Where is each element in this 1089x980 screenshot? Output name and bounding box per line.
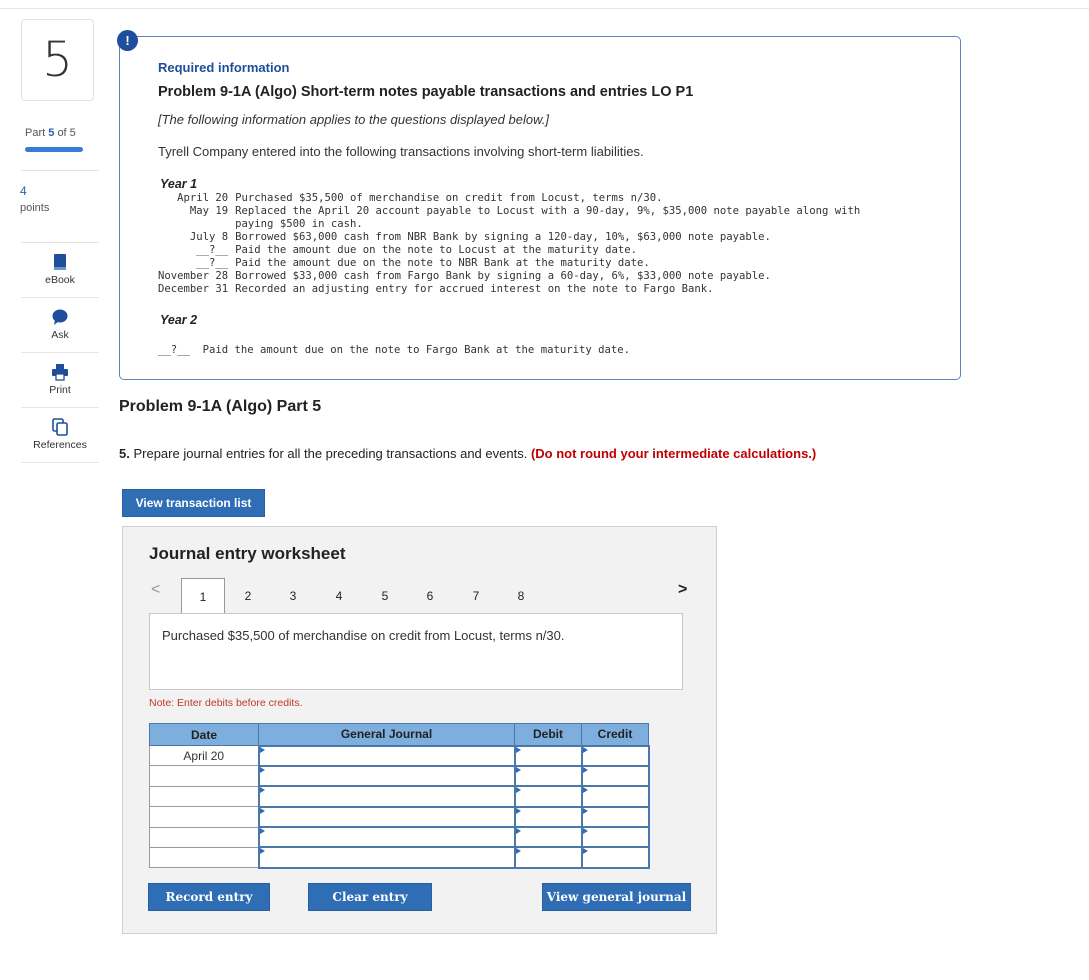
debit-input[interactable]	[515, 786, 582, 806]
ask-label: Ask	[51, 329, 69, 341]
account-input[interactable]	[259, 827, 515, 847]
page-tab-6[interactable]: 6	[426, 588, 434, 603]
points-value: 4	[20, 184, 27, 198]
instruction-number: 5.	[119, 446, 130, 461]
year2-transaction	[158, 344, 630, 356]
applies-note: [The following information applies to the questions displayed below.]	[158, 112, 549, 127]
page-tab-8[interactable]: 8	[517, 588, 525, 603]
transaction-date: December 31	[158, 283, 229, 295]
date-cell	[150, 807, 259, 827]
ebook-button[interactable]	[21, 243, 99, 298]
year1-label: Year 1	[160, 177, 198, 191]
table-row	[150, 847, 649, 867]
ebook-label: eBook	[45, 274, 75, 286]
transaction-row	[158, 257, 895, 270]
page-tab-5[interactable]: 5	[381, 588, 389, 603]
date-cell: April 20	[150, 746, 259, 766]
transaction-desc: Paid the amount due on the note to NBR Bank at the maturity date.	[235, 257, 650, 269]
transaction-row	[158, 283, 895, 296]
table-row	[150, 807, 649, 827]
instruction-note: (Do not round your intermediate calculations.)	[530, 446, 817, 461]
points-label: points	[20, 202, 50, 214]
copy-icon	[52, 418, 68, 436]
part-current: 5	[48, 127, 55, 139]
rail-divider	[21, 170, 99, 171]
view-general-journal-button[interactable]: View general journal	[542, 883, 691, 911]
year2-label: Year 2	[160, 313, 198, 327]
transaction-desc: Replaced the April 20 account payable to Locust with a 90-day, 9%, $35,000 note payable along with paying $500 in cash.	[235, 205, 867, 230]
transaction-desc: Purchased $35,500 of merchandise on credit from Locust, terms n/30.	[235, 192, 663, 204]
page-tab-1[interactable]: 1	[181, 578, 225, 614]
part-progress-bar	[25, 147, 83, 152]
transaction-date: __?__	[196, 257, 229, 269]
transaction-row	[158, 205, 895, 231]
problem-title: Problem 9-1A (Algo) Short-term notes payable transactions and entries LO P1	[158, 84, 694, 100]
transaction-row	[158, 192, 895, 205]
date-cell	[150, 827, 259, 847]
date-cell	[150, 766, 259, 786]
instruction-text: Prepare journal entries for all the preceding transactions and events.	[133, 446, 528, 461]
page-tab-3[interactable]: 3	[289, 588, 297, 603]
transaction-row	[158, 244, 895, 257]
view-transaction-list-button[interactable]: View transaction list	[122, 489, 265, 517]
col-date: Date	[150, 724, 259, 746]
intro-text: Tyrell Company entered into the following transactions involving short-term liabilities.	[158, 144, 644, 159]
print-button[interactable]	[21, 353, 99, 408]
part-indicator	[25, 127, 76, 139]
page-tab-7[interactable]: 7	[472, 588, 480, 603]
transaction-date: May 19	[189, 205, 229, 217]
instruction	[119, 446, 816, 461]
account-input[interactable]	[259, 807, 515, 827]
table-row	[150, 827, 649, 847]
ask-button[interactable]	[21, 298, 99, 353]
credit-input[interactable]	[582, 847, 649, 867]
year1-transactions	[158, 192, 895, 296]
account-input[interactable]	[259, 746, 515, 766]
transaction-desc: Borrowed $33,000 cash from Fargo Bank by signing a 60-day, 6%, $33,000 note payable.	[235, 270, 771, 282]
col-debit: Debit	[515, 724, 582, 746]
top-divider	[0, 8, 1089, 9]
debit-input[interactable]	[515, 847, 582, 867]
debit-input[interactable]	[515, 766, 582, 786]
transaction-desc: Borrowed $63,000 cash from NBR Bank by signing a 120-day, 10%, $63,000 note payable.	[235, 231, 771, 243]
debits-note: Note: Enter debits before credits.	[149, 697, 303, 709]
credit-input[interactable]	[582, 786, 649, 806]
book-icon	[52, 253, 68, 271]
credit-input[interactable]	[582, 827, 649, 847]
required-info-panel	[119, 36, 961, 380]
printer-icon	[51, 363, 69, 381]
col-general-journal: General Journal	[259, 724, 515, 746]
part-title: Problem 9-1A (Algo) Part 5	[119, 398, 322, 415]
credit-input[interactable]	[582, 766, 649, 786]
chat-bubble-icon	[51, 308, 69, 326]
references-button[interactable]	[21, 408, 99, 463]
transaction-row	[158, 231, 895, 244]
account-input[interactable]	[259, 766, 515, 786]
references-label: References	[33, 439, 87, 451]
question-number: 5	[21, 19, 94, 101]
debit-input[interactable]	[515, 746, 582, 766]
date-cell	[150, 847, 259, 867]
part-of: of 5	[57, 127, 76, 139]
transaction-description: Purchased $35,500 of merchandise on credit from Locust, terms n/30.	[149, 613, 683, 690]
transaction-date: July 8	[189, 231, 229, 243]
part-prefix: Part	[25, 127, 46, 139]
table-row	[150, 746, 649, 766]
record-entry-button[interactable]: Record entry	[148, 883, 270, 911]
transaction-date: __?__	[196, 244, 229, 256]
account-input[interactable]	[259, 847, 515, 867]
prev-page-icon[interactable]: <	[151, 581, 161, 598]
transaction-date: __?__	[158, 344, 190, 356]
worksheet-title: Journal entry worksheet	[149, 544, 346, 563]
transaction-row	[158, 270, 895, 283]
account-input[interactable]	[259, 786, 515, 806]
table-row	[150, 786, 649, 806]
table-row	[150, 766, 649, 786]
journal-table	[149, 723, 650, 869]
transaction-desc: Paid the amount due on the note to Fargo Bank at the maturity date.	[202, 344, 630, 356]
col-credit: Credit	[582, 724, 649, 746]
transaction-desc: Paid the amount due on the note to Locust at the maturity date.	[235, 244, 637, 256]
required-info-heading: Required information	[158, 60, 290, 75]
credit-input[interactable]	[582, 746, 649, 766]
alert-icon: !	[117, 30, 138, 51]
page-tab-4[interactable]: 4	[335, 588, 343, 603]
print-label: Print	[49, 384, 71, 396]
debit-input[interactable]	[515, 827, 582, 847]
journal-entry-worksheet	[122, 526, 717, 934]
next-page-icon[interactable]: >	[678, 581, 688, 598]
date-cell	[150, 786, 259, 806]
transaction-date: April 20	[177, 192, 229, 204]
clear-entry-button[interactable]: Clear entry	[308, 883, 432, 911]
credit-input[interactable]	[582, 807, 649, 827]
transaction-desc: Recorded an adjusting entry for accrued interest on the note to Fargo Bank.	[235, 283, 714, 295]
transaction-date: November 28	[158, 270, 229, 282]
debit-input[interactable]	[515, 807, 582, 827]
page-tab-2[interactable]: 2	[244, 588, 252, 603]
